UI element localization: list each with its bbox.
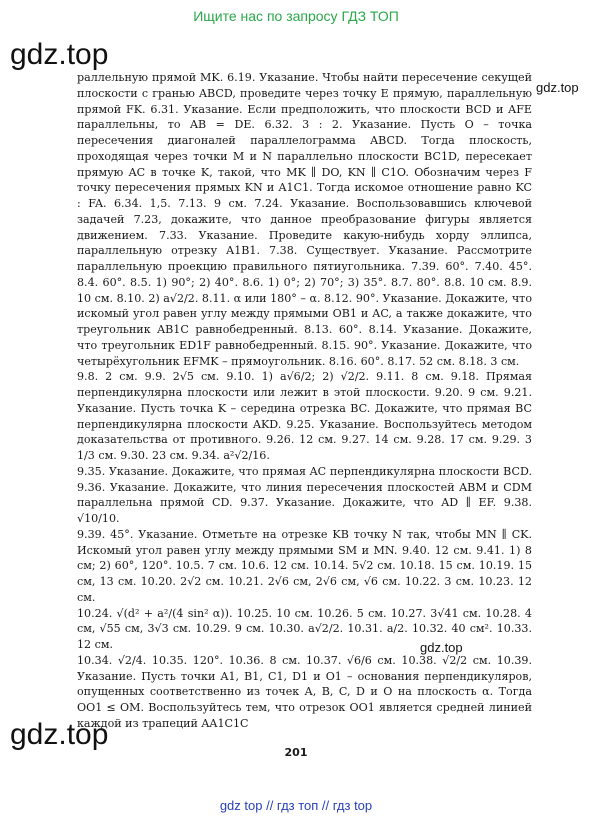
footer-links[interactable]: gdz top // гдз топ // гдз top	[219, 798, 373, 813]
answers-text	[77, 70, 532, 732]
paragraph: 10.24. √(d² + a²/(4 sin² α)). 10.25. 10 см. 10.26. 5 см. 10.27. 3√41 см. 10.28. 4 см, √55 см, 3√3 см. 10.29. 9 см. 10.30. a√2/2. 10.31. a/2. 10.32. 40 см². 10.33. 12 см.	[77, 606, 532, 651]
paragraph: 9.39. 45°. Указание. Отметьте на отрезке KB точку N так, чтобы MN ∥ CK. Искомый угол равен углу между прямыми SM и MN. 9.40. 12 см. 9.41. 1) 8 см; 2) 60°, 120°. 10.5. 7 см. 10.6. 12 см. 10.14. 5√2 см. 10.18. 15 см. 10.19. 15 см, 13 см. 10.20. 2√2 см. 10.21. 2√6 см, 2√6 см, √6 см. 10.22. 3 см. 10.23. 12 см.	[77, 527, 532, 604]
gdz-watermark-right: gdz.top	[536, 80, 579, 95]
gdz-watermark-middle: gdz.top	[420, 640, 463, 655]
paragraph: раллельную прямой MK. 6.19. Указание. Чтобы найти пересечение секущей плоскости с гранью ABCD, проведите через точку E прямую, параллельную прямой FK. 6.31. Указание. Если предположить, что плоскости BCD и AFE параллельны, то AB = DE. 6.32. 3 : 2. Указание. Пусть O – точка пересечения диагоналей параллелограмма ABCD. Тогда плоскость, проходящая через точки M и N параллельно плоскости BC1D, пересекает прямую AC в точке K, такой, что MK ∥ DO, KN ∥ C1O. Обозначим через F точку пересечения прямых KN и A1C1. Тогда искомое отношение равно KC : FA. 6.34. 1,5. 7.13. 9 см. 7.24. Указание. Воспользовавшись ключевой задачей 7.23, докажите, что данное преобразование фигуры является движением. 7.33. Указание. Проведите какую-нибудь хорду эллипса, параллельную отрезку A1B1. 7.38. Существует. Указание. Рассмотрите параллельную проекцию правильного пятиугольника. 7.39. 60°. 7.40. 45°. 8.4. 60°. 8.5. 1) 90°; 2) 40°. 8.6. 1) 0°; 2) 70°; 3) 35°. 8.7. 80°. 8.8. 10 см. 8.9. 10 см. 8.10. 2) a√2/2. 8.11. α или 180° – α. 8.12. 90°. Указание. Докажите, что искомый угол равен углу между прямыми OB1 и AC, а также докажите, что треугольник AB1C равнобедренный. 8.13. 60°. 8.14. Указание. Докажите, что треугольник ED1F равнобедренный. 8.15. 90°. Указание. Докажите, что четырёхугольник EFMK – прямоугольник. 8.16. 60°. 8.17. 52 см. 8.18. 3 см.	[77, 71, 532, 368]
paragraph: 9.35. Указание. Докажите, что прямая AC перпендикулярна плоскости BCD. 9.36. Указание. Докажите, что линия пересечения плоскостей ABM и CDM параллельна прямой CD. 9.37. Указание. Докажите, что AD ∥ EF. 9.38. √10/10.	[77, 464, 532, 525]
paragraph: 9.8. 2 см. 9.9. 2√5 см. 9.10. 1) a√6/2; 2) √2/2. 9.11. 8 см. 9.18. Прямая перпендикулярна плоскости или лежит в этой плоскости. 9.20. 9 см. 9.21. Указание. Пусть точка K – середина отрезка BC. Докажите, что прямая BC перпендикулярна плоскости AKD. 9.25. Указание. Воспользуйтесь методом доказательства от противного. 9.26. 12 см. 9.27. 14 см. 9.28. 17 см. 9.29. 3 1/3 см. 9.30. 23 см. 9.34. a²√2/16.	[77, 370, 532, 462]
page-number: 201	[284, 746, 308, 759]
gdz-logo-bottom: gdz.top	[10, 718, 109, 751]
search-banner[interactable]: Ищите нас по запросу ГДЗ ТОП	[193, 8, 399, 24]
paragraph: 10.34. √2/4. 10.35. 120°. 10.36. 8 см. 10.37. √6/6 см. 10.38. √2/2 см. 10.39. Указание. Пусть точки A1, B1, C1, D1 и O1 – основания перпендикуляров, опущенных соответственно из точек A, B, C, D и O на плоскость α. Тогда OO1 ≤ OM. Воспользуйтесь тем, что отрезок OO1 является средней линией каждой из трапеций AA1C1C	[77, 653, 532, 730]
gdz-logo-top: gdz.top	[10, 38, 109, 71]
